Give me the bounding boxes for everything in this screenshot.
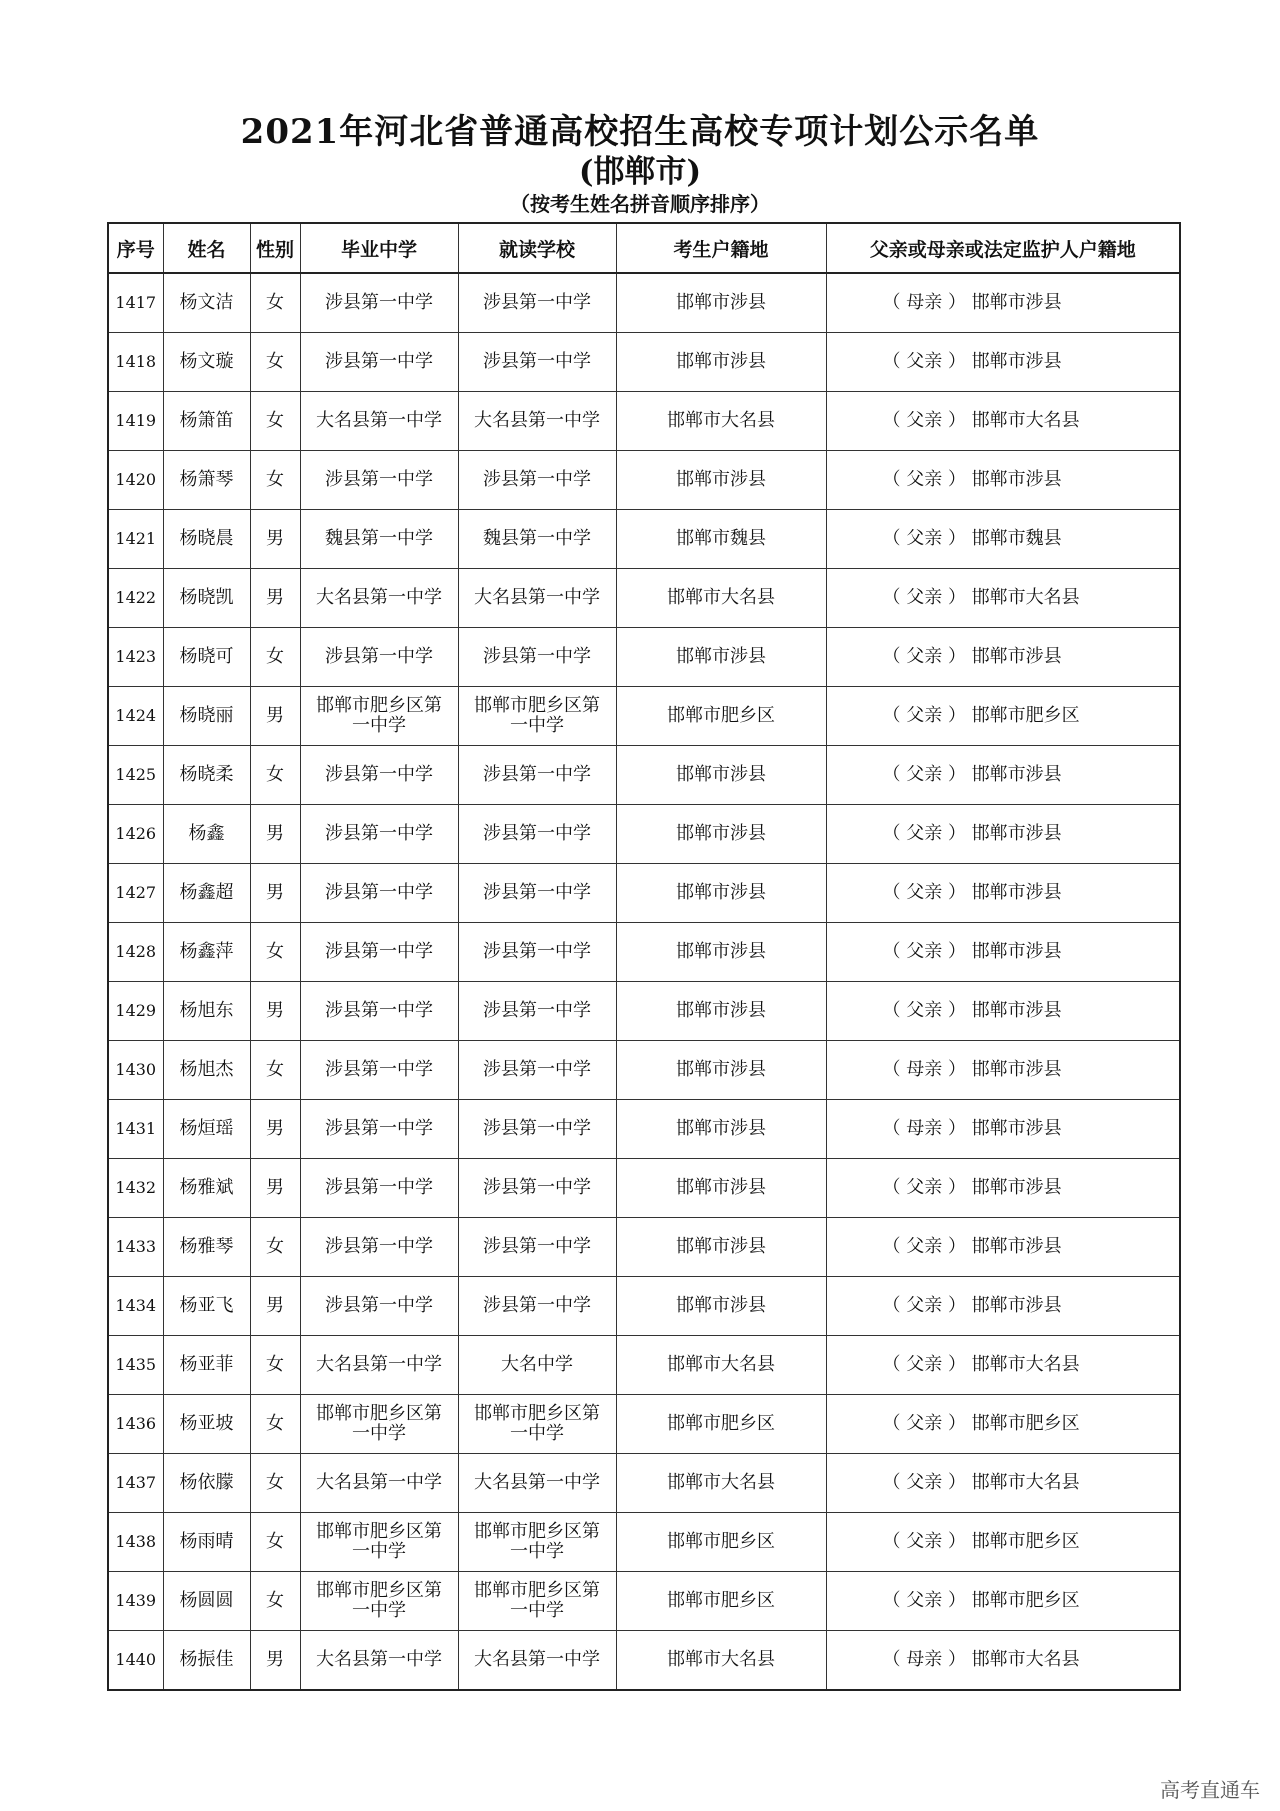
name-cell: 杨雅琴: [163, 1218, 250, 1277]
household-registration-cell: 邯郸市大名县: [616, 569, 826, 628]
current-school-cell: [458, 1454, 616, 1513]
seq-cell: 1430: [108, 1041, 163, 1100]
name-cell: 杨烜瑶: [163, 1100, 250, 1159]
gender-cell: 男: [250, 1277, 300, 1336]
school-text: 涉县第一中学: [325, 1177, 433, 1198]
guardian-registration-cell: （ 父亲 ） 邯郸市涉县: [826, 628, 1180, 687]
watermark: 高考直通车: [1160, 1778, 1260, 1802]
guardian-registration-cell: （ 父亲 ） 邯郸市涉县: [826, 746, 1180, 805]
household-registration-cell: 邯郸市涉县: [616, 982, 826, 1041]
graduated-school-cell: [300, 923, 458, 982]
gender-cell: 男: [250, 982, 300, 1041]
gender-cell: 女: [250, 333, 300, 392]
name-cell: 杨晓柔: [163, 746, 250, 805]
graduated-school-cell: [300, 1631, 458, 1691]
gender-cell: 男: [250, 1159, 300, 1218]
current-school-cell: [458, 1513, 616, 1572]
header-current-school: 就读学校: [458, 223, 616, 273]
seq-cell: 1439: [108, 1572, 163, 1631]
school-text: 涉县第一中学: [483, 823, 591, 844]
school-text: 涉县第一中学: [325, 292, 433, 313]
seq-cell: 1423: [108, 628, 163, 687]
school-text: 涉县第一中学: [325, 1236, 433, 1257]
school-text: 涉县第一中学: [483, 1000, 591, 1021]
school-text: 大名县第一中学: [316, 410, 442, 431]
table-row: [108, 1336, 1180, 1395]
household-registration-cell: 邯郸市肥乡区: [616, 1513, 826, 1572]
household-registration-cell: 邯郸市涉县: [616, 1041, 826, 1100]
gender-cell: 男: [250, 510, 300, 569]
graduated-school-cell: [300, 1513, 458, 1572]
header-gender: 性别: [250, 223, 300, 273]
school-text: 涉县第一中学: [483, 469, 591, 490]
graduated-school-cell: [300, 451, 458, 510]
graduated-school-cell: [300, 1277, 458, 1336]
school-text: 邯郸市肥乡区第一中学: [316, 1521, 442, 1562]
school-text: 涉县第一中学: [483, 292, 591, 313]
seq-cell: 1438: [108, 1513, 163, 1572]
page-title: 2021年河北省普通高校招生高校专项计划公示名单: [240, 112, 1040, 152]
seq-cell: 1420: [108, 451, 163, 510]
table-row: [108, 982, 1180, 1041]
guardian-registration-cell: （ 父亲 ） 邯郸市肥乡区: [826, 1513, 1180, 1572]
current-school-cell: [458, 333, 616, 392]
seq-cell: 1426: [108, 805, 163, 864]
guardian-registration-cell: （ 父亲 ） 邯郸市涉县: [826, 1218, 1180, 1277]
guardian-registration-cell: （ 父亲 ） 邯郸市肥乡区: [826, 1572, 1180, 1631]
current-school-cell: [458, 569, 616, 628]
school-text: 涉县第一中学: [483, 941, 591, 962]
seq-cell: 1419: [108, 392, 163, 451]
graduated-school-cell: [300, 1572, 458, 1631]
household-registration-cell: 邯郸市大名县: [616, 1454, 826, 1513]
table-row: [108, 1572, 1180, 1631]
graduated-school-cell: [300, 1454, 458, 1513]
guardian-registration-cell: （ 父亲 ） 邯郸市涉县: [826, 451, 1180, 510]
school-text: 邯郸市肥乡区第一中学: [474, 1521, 600, 1562]
header-row: [108, 223, 1180, 273]
gender-cell: 男: [250, 1631, 300, 1691]
school-text: 涉县第一中学: [325, 351, 433, 372]
table-row: [108, 805, 1180, 864]
guardian-registration-cell: （ 父亲 ） 邯郸市涉县: [826, 805, 1180, 864]
household-registration-cell: 邯郸市涉县: [616, 451, 826, 510]
school-text: 涉县第一中学: [483, 351, 591, 372]
table-row: [108, 1454, 1180, 1513]
name-cell: 杨文洁: [163, 273, 250, 333]
school-text: 邯郸市肥乡区第一中学: [316, 1403, 442, 1444]
guardian-registration-cell: （ 父亲 ） 邯郸市大名县: [826, 1336, 1180, 1395]
graduated-school-cell: [300, 1218, 458, 1277]
school-text: 涉县第一中学: [483, 764, 591, 785]
table-row: [108, 687, 1180, 746]
school-text: 邯郸市肥乡区第一中学: [474, 1403, 600, 1444]
current-school-cell: [458, 1218, 616, 1277]
name-cell: 杨亚坡: [163, 1395, 250, 1454]
seq-cell: 1421: [108, 510, 163, 569]
table-row: [108, 864, 1180, 923]
current-school-cell: [458, 1159, 616, 1218]
current-school-cell: [458, 805, 616, 864]
household-registration-cell: 邯郸市涉县: [616, 273, 826, 333]
graduated-school-cell: [300, 510, 458, 569]
seq-cell: 1435: [108, 1336, 163, 1395]
household-registration-cell: 邯郸市涉县: [616, 333, 826, 392]
current-school-cell: [458, 746, 616, 805]
current-school-cell: [458, 628, 616, 687]
seq-cell: 1436: [108, 1395, 163, 1454]
guardian-registration-cell: （ 母亲 ） 邯郸市涉县: [826, 1041, 1180, 1100]
name-cell: 杨亚飞: [163, 1277, 250, 1336]
name-cell: 杨鑫超: [163, 864, 250, 923]
table-row: [108, 1100, 1180, 1159]
school-text: 涉县第一中学: [483, 1236, 591, 1257]
graduated-school-cell: [300, 1395, 458, 1454]
current-school-cell: [458, 982, 616, 1041]
school-text: 邯郸市肥乡区第一中学: [316, 695, 442, 736]
gender-cell: 女: [250, 1513, 300, 1572]
seq-cell: 1437: [108, 1454, 163, 1513]
name-cell: 杨文璇: [163, 333, 250, 392]
current-school-cell: [458, 1336, 616, 1395]
graduated-school-cell: [300, 273, 458, 333]
name-cell: 杨振佳: [163, 1631, 250, 1691]
table-row: [108, 1041, 1180, 1100]
household-registration-cell: 邯郸市大名县: [616, 1631, 826, 1691]
name-cell: 杨晓凯: [163, 569, 250, 628]
current-school-cell: [458, 923, 616, 982]
seq-cell: 1440: [108, 1631, 163, 1691]
name-cell: 杨晓丽: [163, 687, 250, 746]
header-name: 姓名: [163, 223, 250, 273]
guardian-registration-cell: （ 父亲 ） 邯郸市魏县: [826, 510, 1180, 569]
current-school-cell: [458, 1100, 616, 1159]
current-school-cell: [458, 1395, 616, 1454]
gender-cell: 女: [250, 1454, 300, 1513]
gender-cell: 男: [250, 1100, 300, 1159]
name-cell: 杨依朦: [163, 1454, 250, 1513]
seq-cell: 1417: [108, 273, 163, 333]
school-text: 大名县第一中学: [474, 410, 600, 431]
name-cell: 杨鑫: [163, 805, 250, 864]
guardian-registration-cell: （ 父亲 ） 邯郸市大名县: [826, 392, 1180, 451]
seq-cell: 1431: [108, 1100, 163, 1159]
name-cell: 杨箫琴: [163, 451, 250, 510]
graduated-school-cell: [300, 392, 458, 451]
table-row: [108, 628, 1180, 687]
roster-table: [107, 222, 1181, 1691]
table-row: [108, 569, 1180, 628]
graduated-school-cell: [300, 333, 458, 392]
seq-cell: 1425: [108, 746, 163, 805]
current-school-cell: [458, 392, 616, 451]
household-registration-cell: 邯郸市涉县: [616, 628, 826, 687]
seq-cell: 1434: [108, 1277, 163, 1336]
gender-cell: 男: [250, 569, 300, 628]
name-cell: 杨晓晨: [163, 510, 250, 569]
guardian-registration-cell: （ 母亲 ） 邯郸市大名县: [826, 1631, 1180, 1691]
household-registration-cell: 邯郸市涉县: [616, 1218, 826, 1277]
current-school-cell: [458, 273, 616, 333]
table-row: [108, 1218, 1180, 1277]
name-cell: 杨圆圆: [163, 1572, 250, 1631]
table-row: [108, 746, 1180, 805]
guardian-registration-cell: （ 父亲 ） 邯郸市肥乡区: [826, 687, 1180, 746]
name-cell: 杨雨晴: [163, 1513, 250, 1572]
household-registration-cell: 邯郸市肥乡区: [616, 1395, 826, 1454]
gender-cell: 女: [250, 746, 300, 805]
gender-cell: 女: [250, 1218, 300, 1277]
seq-cell: 1424: [108, 687, 163, 746]
guardian-registration-cell: （ 父亲 ） 邯郸市涉县: [826, 982, 1180, 1041]
guardian-registration-cell: （ 母亲 ） 邯郸市涉县: [826, 273, 1180, 333]
header-graduated-school: 毕业中学: [300, 223, 458, 273]
household-registration-cell: 邯郸市涉县: [616, 805, 826, 864]
gender-cell: 女: [250, 392, 300, 451]
current-school-cell: [458, 1631, 616, 1691]
current-school-cell: [458, 864, 616, 923]
table-row: [108, 333, 1180, 392]
table-row: [108, 1395, 1180, 1454]
header-household-registration: 考生户籍地: [616, 223, 826, 273]
gender-cell: 女: [250, 1395, 300, 1454]
seq-cell: 1422: [108, 569, 163, 628]
school-text: 涉县第一中学: [325, 1059, 433, 1080]
school-text: 大名县第一中学: [474, 587, 600, 608]
school-text: 涉县第一中学: [483, 1295, 591, 1316]
name-cell: 杨箫笛: [163, 392, 250, 451]
seq-cell: 1433: [108, 1218, 163, 1277]
household-registration-cell: 邯郸市大名县: [616, 392, 826, 451]
school-text: 涉县第一中学: [325, 1118, 433, 1139]
current-school-cell: [458, 1572, 616, 1631]
gender-cell: 男: [250, 864, 300, 923]
header-guardian-registration: 父亲或母亲或法定监护人户籍地: [826, 223, 1180, 273]
sort-note: （按考生姓名拼音顺序排序）: [510, 192, 770, 216]
graduated-school-cell: [300, 864, 458, 923]
guardian-registration-cell: （ 父亲 ） 邯郸市涉县: [826, 333, 1180, 392]
gender-cell: 女: [250, 1041, 300, 1100]
school-text: 邯郸市肥乡区第一中学: [316, 1580, 442, 1621]
school-text: 涉县第一中学: [483, 1177, 591, 1198]
household-registration-cell: 邯郸市涉县: [616, 864, 826, 923]
graduated-school-cell: [300, 1159, 458, 1218]
guardian-registration-cell: （ 父亲 ） 邯郸市涉县: [826, 1277, 1180, 1336]
graduated-school-cell: [300, 805, 458, 864]
school-text: 涉县第一中学: [325, 882, 433, 903]
graduated-school-cell: [300, 1041, 458, 1100]
name-cell: 杨晓可: [163, 628, 250, 687]
school-text: 大名县第一中学: [316, 1354, 442, 1375]
name-cell: 杨雅斌: [163, 1159, 250, 1218]
school-text: 魏县第一中学: [483, 528, 591, 549]
gender-cell: 女: [250, 273, 300, 333]
school-text: 大名县第一中学: [474, 1649, 600, 1670]
name-cell: 杨旭杰: [163, 1041, 250, 1100]
table-row: [108, 510, 1180, 569]
table-row: [108, 1277, 1180, 1336]
household-registration-cell: 邯郸市涉县: [616, 746, 826, 805]
guardian-registration-cell: （ 父亲 ） 邯郸市涉县: [826, 923, 1180, 982]
school-text: 大名中学: [501, 1354, 573, 1375]
gender-cell: 女: [250, 628, 300, 687]
roster-body: [108, 273, 1180, 1690]
guardian-registration-cell: （ 父亲 ） 邯郸市大名县: [826, 1454, 1180, 1513]
household-registration-cell: 邯郸市涉县: [616, 1277, 826, 1336]
graduated-school-cell: [300, 1336, 458, 1395]
school-text: 涉县第一中学: [483, 882, 591, 903]
school-text: 涉县第一中学: [483, 646, 591, 667]
page-subtitle: (邯郸市): [578, 154, 702, 190]
household-registration-cell: 邯郸市涉县: [616, 1159, 826, 1218]
guardian-registration-cell: （ 父亲 ） 邯郸市涉县: [826, 864, 1180, 923]
school-text: 涉县第一中学: [325, 469, 433, 490]
household-registration-cell: 邯郸市大名县: [616, 1336, 826, 1395]
gender-cell: 女: [250, 923, 300, 982]
table-row: [108, 273, 1180, 333]
guardian-registration-cell: （ 父亲 ） 邯郸市大名县: [826, 569, 1180, 628]
seq-cell: 1418: [108, 333, 163, 392]
school-text: 涉县第一中学: [325, 1295, 433, 1316]
guardian-registration-cell: （ 父亲 ） 邯郸市肥乡区: [826, 1395, 1180, 1454]
school-text: 涉县第一中学: [325, 823, 433, 844]
name-cell: 杨亚菲: [163, 1336, 250, 1395]
household-registration-cell: 邯郸市魏县: [616, 510, 826, 569]
school-text: 大名县第一中学: [316, 1649, 442, 1670]
graduated-school-cell: [300, 687, 458, 746]
current-school-cell: [458, 687, 616, 746]
seq-cell: 1432: [108, 1159, 163, 1218]
school-text: 邯郸市肥乡区第一中学: [474, 695, 600, 736]
gender-cell: 女: [250, 451, 300, 510]
graduated-school-cell: [300, 628, 458, 687]
gender-cell: 男: [250, 805, 300, 864]
guardian-registration-cell: （ 父亲 ） 邯郸市涉县: [826, 1159, 1180, 1218]
school-text: 大名县第一中学: [474, 1472, 600, 1493]
table-row: [108, 1631, 1180, 1691]
current-school-cell: [458, 451, 616, 510]
school-text: 邯郸市肥乡区第一中学: [474, 1580, 600, 1621]
gender-cell: 女: [250, 1336, 300, 1395]
school-text: 魏县第一中学: [325, 528, 433, 549]
header-seq: 序号: [108, 223, 163, 273]
school-text: 涉县第一中学: [325, 646, 433, 667]
current-school-cell: [458, 510, 616, 569]
graduated-school-cell: [300, 1100, 458, 1159]
graduated-school-cell: [300, 982, 458, 1041]
school-text: 涉县第一中学: [483, 1118, 591, 1139]
gender-cell: 女: [250, 1572, 300, 1631]
household-registration-cell: 邯郸市肥乡区: [616, 1572, 826, 1631]
seq-cell: 1428: [108, 923, 163, 982]
current-school-cell: [458, 1277, 616, 1336]
current-school-cell: [458, 1041, 616, 1100]
household-registration-cell: 邯郸市肥乡区: [616, 687, 826, 746]
table-row: [108, 392, 1180, 451]
table-row: [108, 451, 1180, 510]
graduated-school-cell: [300, 746, 458, 805]
graduated-school-cell: [300, 569, 458, 628]
school-text: 大名县第一中学: [316, 1472, 442, 1493]
name-cell: 杨旭东: [163, 982, 250, 1041]
seq-cell: 1427: [108, 864, 163, 923]
table-row: [108, 923, 1180, 982]
school-text: 涉县第一中学: [483, 1059, 591, 1080]
school-text: 大名县第一中学: [316, 587, 442, 608]
school-text: 涉县第一中学: [325, 764, 433, 785]
school-text: 涉县第一中学: [325, 1000, 433, 1021]
household-registration-cell: 邯郸市涉县: [616, 923, 826, 982]
gender-cell: 男: [250, 687, 300, 746]
table-row: [108, 1159, 1180, 1218]
name-cell: 杨鑫萍: [163, 923, 250, 982]
school-text: 涉县第一中学: [325, 941, 433, 962]
household-registration-cell: 邯郸市涉县: [616, 1100, 826, 1159]
seq-cell: 1429: [108, 982, 163, 1041]
table-row: [108, 1513, 1180, 1572]
guardian-registration-cell: （ 母亲 ） 邯郸市涉县: [826, 1100, 1180, 1159]
